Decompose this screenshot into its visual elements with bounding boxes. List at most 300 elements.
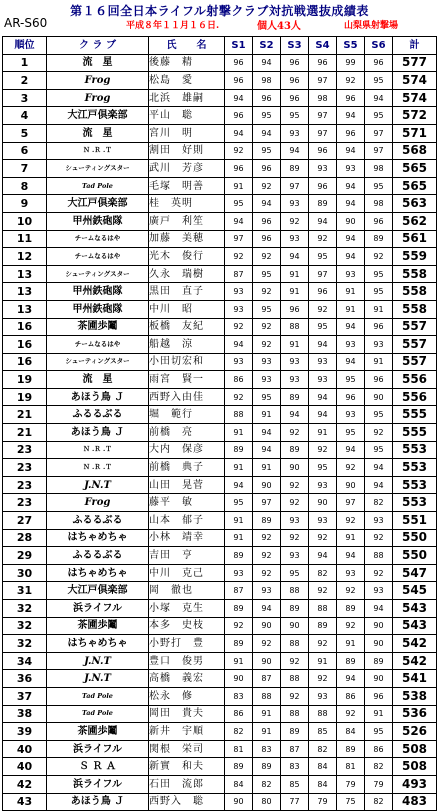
series-5-score: 94 [337,670,365,688]
total-score: 550 [393,529,437,547]
series-2-score: 92 [253,635,281,653]
series-6-score: 97 [365,124,393,142]
series-4-score: 92 [309,582,337,600]
series-5-score: 94 [337,142,365,160]
club-cell: Ｎ .Ｒ .Ｔ [47,441,149,459]
table-row [3,72,437,90]
club-cell: Frog [47,72,149,90]
series-1-score: 93 [225,353,253,371]
series-2-score: 98 [253,72,281,90]
name-cell: 中川 克己 [149,564,225,582]
series-1-score: 89 [225,600,253,618]
club-cell: はちゃめちゃ [47,564,149,582]
table-row [3,388,437,406]
name-cell: 岡 徹也 [149,582,225,600]
club-cell: あほう鳥 Ｊ [47,424,149,442]
series-6-score: 93 [365,582,393,600]
series-2-score: 95 [253,388,281,406]
series-4-score: 89 [309,195,337,213]
series-4-score: 95 [309,318,337,336]
name-cell: 船越 涼 [149,336,225,354]
name-cell: 山田 晃菅 [149,476,225,494]
series-1-score: 86 [225,705,253,723]
series-6-score: 94 [365,459,393,477]
table-row [3,705,437,723]
series-1-score: 91 [225,652,253,670]
series-4-score: 97 [309,107,337,125]
series-1-score: 92 [225,248,253,266]
series-3-score: 89 [281,388,309,406]
series-3-score: 92 [281,687,309,705]
series-4-score: 96 [309,142,337,160]
series-6-score: 98 [365,160,393,178]
series-2-score: 95 [253,107,281,125]
table-row [3,54,437,72]
rank-cell: 19 [3,388,47,406]
series-5-score: 92 [337,459,365,477]
name-cell: 新實 和夫 [149,758,225,776]
series-6-score: 90 [365,670,393,688]
series-6-score: 98 [365,195,393,213]
rank-cell: 40 [3,740,47,758]
series-2-score: 91 [253,406,281,424]
rank-cell: 21 [3,406,47,424]
series-1-score: 95 [225,195,253,213]
series-2-score: 92 [253,318,281,336]
series-3-score: 92 [281,212,309,230]
series-6-score: 82 [365,758,393,776]
table-row [3,564,437,582]
table-row [3,212,437,230]
rank-cell: 32 [3,600,47,618]
series-2-score: 97 [253,494,281,512]
series-1-score: 95 [225,494,253,512]
series-3-score: 88 [281,635,309,653]
table-row [3,177,437,195]
table-row [3,318,437,336]
series-3-score: 91 [281,283,309,301]
series-3-score: 90 [281,459,309,477]
club-cell: ふるるぶる [47,512,149,530]
series-1-score: 87 [225,265,253,283]
series-5-score: 91 [337,283,365,301]
series-2-score: 96 [253,230,281,248]
rank-cell: 13 [3,265,47,283]
series-2-score: 94 [253,600,281,618]
series-2-score: 91 [253,705,281,723]
total-score: 493 [393,775,437,793]
name-cell: 本多 史枝 [149,617,225,635]
series-3-score: 89 [281,441,309,459]
series-5-score: 99 [337,54,365,72]
series-6-score: 91 [365,300,393,318]
rank-cell: 40 [3,758,47,776]
table-row [3,142,437,160]
results-table [2,36,437,811]
club-cell: 浜ライフル [47,600,149,618]
series-4-score: 97 [309,72,337,90]
series-1-score: 94 [225,212,253,230]
series-1-score: 89 [225,547,253,565]
series-6-score: 96 [365,54,393,72]
header-name: 氏 名 [149,37,225,55]
club-cell: チームなるはや [47,230,149,248]
total-score: 553 [393,494,437,512]
total-score: 561 [393,230,437,248]
series-1-score: 92 [225,142,253,160]
series-1-score: 91 [225,424,253,442]
series-1-score: 92 [225,617,253,635]
rank-cell: 30 [3,564,47,582]
rank-cell: 1 [3,54,47,72]
rank-cell: 28 [3,529,47,547]
total-score: 577 [393,54,437,72]
series-5-score: 91 [337,529,365,547]
header-s5: S5 [337,37,365,55]
series-5-score: 84 [337,723,365,741]
series-5-score: 93 [337,160,365,178]
series-2-score: 96 [253,89,281,107]
series-3-score: 96 [281,300,309,318]
rank-cell: 10 [3,212,47,230]
club-cell: 大江戸倶楽部 [47,582,149,600]
table-row [3,494,437,512]
table-row [3,353,437,371]
series-5-score: 93 [337,265,365,283]
header-club: ク ラ ブ [47,37,149,55]
series-4-score: 82 [309,564,337,582]
series-4-score: 98 [309,89,337,107]
club-cell: J.N.T [47,652,149,670]
club-cell: はちゃめちゃ [47,529,149,547]
total-score: 543 [393,617,437,635]
club-cell: 茶圃歩鬮 [47,617,149,635]
series-1-score: 91 [225,177,253,195]
series-1-score: 97 [225,230,253,248]
series-1-score: 93 [225,283,253,301]
series-3-score: 77 [281,793,309,811]
series-5-score: 94 [337,195,365,213]
name-cell: 吉田 亨 [149,547,225,565]
club-cell: ふるるぶる [47,547,149,565]
rank-cell: 11 [3,230,47,248]
series-4-score: 94 [309,212,337,230]
series-5-score: 89 [337,740,365,758]
name-cell: 小塚 克生 [149,600,225,618]
series-3-score: 93 [281,371,309,389]
name-cell: 光木 俊行 [149,248,225,266]
table-row [3,512,437,530]
series-3-score: 93 [281,353,309,371]
name-cell: 松永 修 [149,687,225,705]
series-5-score: 92 [337,582,365,600]
series-1-score: 94 [225,476,253,494]
table-row [3,371,437,389]
series-1-score: 89 [225,758,253,776]
series-2-score: 93 [253,353,281,371]
series-4-score: 94 [309,406,337,424]
total-score: 563 [393,195,437,213]
club-cell: シューティングスター [47,265,149,283]
series-6-score: 91 [365,353,393,371]
table-row [3,582,437,600]
name-cell: 新井 宇順 [149,723,225,741]
series-4-score: 91 [309,424,337,442]
table-row [3,336,437,354]
series-4-score: 92 [309,441,337,459]
total-score: 556 [393,371,437,389]
series-2-score: 96 [253,160,281,178]
series-2-score: 88 [253,687,281,705]
series-4-score: 93 [309,160,337,178]
rank-cell: 12 [3,248,47,266]
subtitle-row [0,16,439,32]
series-6-score: 82 [365,793,393,811]
series-1-score: 91 [225,459,253,477]
rank-cell: 7 [3,160,47,178]
series-3-score: 93 [281,195,309,213]
header-s2: S2 [253,37,281,55]
series-5-score: 90 [337,476,365,494]
series-5-score: 94 [337,230,365,248]
series-6-score: 92 [365,529,393,547]
series-6-score: 92 [365,564,393,582]
series-5-score: 93 [337,406,365,424]
club-cell: あほう鳥 Ｊ [47,388,149,406]
series-2-score: 89 [253,758,281,776]
series-4-score: 93 [309,687,337,705]
series-1-score: 89 [225,441,253,459]
series-5-score: 75 [337,793,365,811]
club-cell: はちゃめちゃ [47,635,149,653]
club-cell: ふるるぶる [47,406,149,424]
table-row [3,107,437,125]
series-2-score: 94 [253,124,281,142]
table-row [3,160,437,178]
series-2-score: 95 [253,300,281,318]
series-4-score: 84 [309,775,337,793]
series-2-score: 95 [253,265,281,283]
name-cell: 西野入由佳 [149,388,225,406]
club-cell: 大江戸倶楽部 [47,195,149,213]
table-row [3,758,437,776]
series-4-score: 97 [309,265,337,283]
club-cell: チームなるはや [47,248,149,266]
series-6-score: 95 [365,723,393,741]
total-score: 550 [393,547,437,565]
rank-cell: 9 [3,195,47,213]
series-6-score: 90 [365,617,393,635]
series-1-score: 92 [225,318,253,336]
series-1-score: 82 [225,723,253,741]
rank-cell: 36 [3,670,47,688]
series-1-score: 81 [225,740,253,758]
header-rank: 順位 [3,37,47,55]
series-3-score: 83 [281,758,309,776]
name-cell: 久永 瑞樹 [149,265,225,283]
series-5-score: 92 [337,705,365,723]
total-score: 508 [393,740,437,758]
rank-cell: 4 [3,107,47,125]
series-4-score: 94 [309,547,337,565]
club-cell: Tad Pole [47,177,149,195]
series-6-score: 97 [365,142,393,160]
table-row [3,283,437,301]
total-score: 545 [393,582,437,600]
table-row [3,265,437,283]
club-cell: Frog [47,89,149,107]
total-score: 536 [393,705,437,723]
club-cell: J.N.T [47,476,149,494]
series-6-score: 82 [365,494,393,512]
series-2-score: 89 [253,512,281,530]
name-cell: 藤平 敏 [149,494,225,512]
series-2-score: 94 [253,195,281,213]
total-score: 565 [393,177,437,195]
club-cell: 甲州鉄砲隊 [47,212,149,230]
series-1-score: 93 [225,300,253,318]
series-3-score: 97 [281,177,309,195]
total-score: 565 [393,160,437,178]
series-6-score: 90 [365,388,393,406]
total-score: 483 [393,793,437,811]
series-2-score: 90 [253,617,281,635]
name-cell: 堀 範行 [149,406,225,424]
name-cell: 中川 昭 [149,300,225,318]
series-3-score: 88 [281,670,309,688]
series-4-score: 84 [309,758,337,776]
club-cell: 大江戸倶楽部 [47,107,149,125]
series-2-score: 93 [253,582,281,600]
series-5-score: 79 [337,775,365,793]
series-3-score: 85 [281,775,309,793]
series-5-score: 86 [337,687,365,705]
club-cell: Frog [47,494,149,512]
series-5-score: 81 [337,758,365,776]
series-1-score: 91 [225,512,253,530]
rank-cell: 3 [3,89,47,107]
series-6-score: 96 [365,371,393,389]
header-s4: S4 [309,37,337,55]
rank-cell: 21 [3,424,47,442]
series-2-score: 83 [253,740,281,758]
club-cell: Ｎ .Ｒ .Ｔ [47,142,149,160]
total-score: 568 [393,142,437,160]
series-2-score: 94 [253,441,281,459]
total-score: 553 [393,476,437,494]
series-2-score: 95 [253,142,281,160]
series-5-score: 92 [337,617,365,635]
series-2-score: 96 [253,212,281,230]
series-5-score: 90 [337,212,365,230]
name-cell: 松島 愛 [149,72,225,90]
series-2-score: 94 [253,54,281,72]
total-score: 558 [393,300,437,318]
name-cell: 西野入 聡 [149,793,225,811]
total-score: 574 [393,72,437,90]
series-2-score: 92 [253,177,281,195]
series-5-score: 92 [337,72,365,90]
rank-cell: 23 [3,494,47,512]
table-row [3,248,437,266]
series-6-score: 95 [365,406,393,424]
series-1-score: 94 [225,124,253,142]
series-6-score: 95 [365,265,393,283]
series-6-score: 86 [365,740,393,758]
total-score: 542 [393,635,437,653]
series-5-score: 96 [337,124,365,142]
rank-cell: 2 [3,72,47,90]
series-6-score: 92 [365,424,393,442]
name-cell: 大内 保彦 [149,441,225,459]
club-cell: 茶圃歩鬮 [47,723,149,741]
total-score: 557 [393,318,437,336]
rank-cell: 23 [3,441,47,459]
rank-cell: 13 [3,283,47,301]
series-6-score: 95 [365,441,393,459]
series-4-score: 92 [309,670,337,688]
club-cell: Tad Pole [47,705,149,723]
total-score: 508 [393,758,437,776]
series-5-score: 96 [337,388,365,406]
total-score: 556 [393,388,437,406]
series-4-score: 96 [309,54,337,72]
name-cell: 山本 郁子 [149,512,225,530]
series-1-score: 84 [225,775,253,793]
series-3-score: 92 [281,652,309,670]
rank-cell: 13 [3,300,47,318]
name-cell: 黒田 直子 [149,283,225,301]
series-4-score: 92 [309,230,337,248]
table-row [3,406,437,424]
table-row [3,670,437,688]
rank-cell: 39 [3,723,47,741]
series-5-score: 97 [337,494,365,512]
series-3-score: 95 [281,107,309,125]
total-score: 557 [393,353,437,371]
series-1-score: 94 [225,89,253,107]
table-row [3,617,437,635]
table-row [3,476,437,494]
series-4-score: 95 [309,459,337,477]
series-4-score: 94 [309,336,337,354]
rank-cell: 23 [3,459,47,477]
club-cell: あほう鳥 Ｊ [47,793,149,811]
table-row [3,687,437,705]
series-1-score: 90 [225,670,253,688]
page-title: 第１６回全日本ライフル射撃クラブ対抗戦選抜成績表 [70,4,369,18]
series-3-score: 91 [281,265,309,283]
club-cell: 甲州鉄砲隊 [47,300,149,318]
series-2-score: 91 [253,723,281,741]
name-cell: 割田 好則 [149,142,225,160]
participant-count: 個人43人 [257,21,301,32]
name-cell: 宮川 明 [149,124,225,142]
total-score: 571 [393,124,437,142]
series-2-score: 92 [253,529,281,547]
total-score: 558 [393,265,437,283]
series-2-score: 82 [253,775,281,793]
series-3-score: 88 [281,318,309,336]
series-4-score: 95 [309,248,337,266]
series-2-score: 92 [253,336,281,354]
table-row [3,89,437,107]
name-cell: 岡田 貴夫 [149,705,225,723]
name-cell: 前橋 亮 [149,424,225,442]
table-row [3,459,437,477]
total-score: 553 [393,441,437,459]
series-6-score: 93 [365,336,393,354]
